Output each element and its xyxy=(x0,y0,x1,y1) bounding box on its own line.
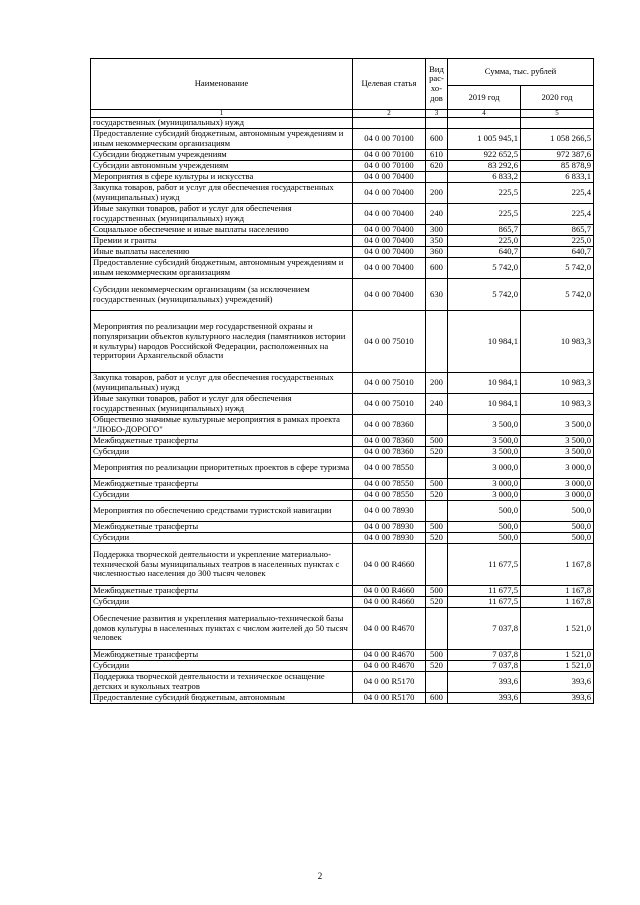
row-sum-2020: 972 387,6 xyxy=(521,150,594,161)
row-name: Межбюджетные трансферты xyxy=(91,479,353,490)
row-sum-2019: 3 000,0 xyxy=(448,479,521,490)
table-row xyxy=(91,608,594,650)
row-sum-2020: 10 983,3 xyxy=(521,311,594,373)
header-name: Наименование xyxy=(91,59,353,110)
row-sum-2019: 11 677,5 xyxy=(448,597,521,608)
row-sum-2020: 85 878,9 xyxy=(521,161,594,172)
row-sum-2019: 7 037,8 xyxy=(448,650,521,661)
table-row xyxy=(91,693,594,704)
row-target-article: 04 0 00 70400 xyxy=(353,183,426,204)
table-row xyxy=(91,436,594,447)
row-sum-2020: 3 500,0 xyxy=(521,415,594,436)
row-sum-2019 xyxy=(448,118,521,129)
row-name: Субсидии бюджетным учреждениям xyxy=(91,150,353,161)
table-row xyxy=(91,161,594,172)
row-name: Субсидии xyxy=(91,533,353,544)
row-name: Субсидии xyxy=(91,490,353,501)
row-sum-2020: 1 058 266,5 xyxy=(521,129,594,150)
row-sum-2019: 6 833,2 xyxy=(448,172,521,183)
row-sum-2020: 1 167,8 xyxy=(521,586,594,597)
row-sum-2019: 10 984,1 xyxy=(448,373,521,394)
row-expense-type: 600 xyxy=(426,129,448,150)
row-target-article: 04 0 00 78930 xyxy=(353,533,426,544)
row-sum-2019: 225,0 xyxy=(448,236,521,247)
row-expense-type: 610 xyxy=(426,150,448,161)
row-name: Мероприятия в сфере культуры и искусства xyxy=(91,172,353,183)
table-row xyxy=(91,501,594,522)
row-sum-2020: 500,0 xyxy=(521,533,594,544)
row-target-article: 04 0 00 78360 xyxy=(353,447,426,458)
table-row xyxy=(91,597,594,608)
row-target-article: 04 0 00 70100 xyxy=(353,129,426,150)
row-expense-type: 500 xyxy=(426,586,448,597)
row-expense-type: 360 xyxy=(426,247,448,258)
row-name: Поддержка творческой деятельности и техническое оснащение детских и кукольных театров xyxy=(91,672,353,693)
row-sum-2019: 5 742,0 xyxy=(448,279,521,311)
row-sum-2020: 3 000,0 xyxy=(521,479,594,490)
row-target-article: 04 0 00 78550 xyxy=(353,490,426,501)
row-expense-type: 520 xyxy=(426,447,448,458)
table-row xyxy=(91,279,594,311)
row-name: Обеспечение развития и укрепления материально-технической базы домов культуры в населенных пунктах с числом жителей до 50 тысяч человек xyxy=(91,608,353,650)
row-target-article: 04 0 00 70100 xyxy=(353,150,426,161)
row-expense-type: 200 xyxy=(426,373,448,394)
row-name: Субсидии xyxy=(91,447,353,458)
row-expense-type: 500 xyxy=(426,479,448,490)
row-target-article: 04 0 00 R4660 xyxy=(353,544,426,586)
row-expense-type: 520 xyxy=(426,661,448,672)
column-number: 4 xyxy=(448,110,521,118)
page-number: 2 xyxy=(317,871,323,881)
header-target-article: Целевая статья xyxy=(353,59,426,110)
row-name: Субсидии автономным учреждениям xyxy=(91,161,353,172)
header-sum: Сумма, тыс. рублей xyxy=(448,59,594,86)
row-sum-2020: 10 983,3 xyxy=(521,394,594,415)
row-expense-type xyxy=(426,672,448,693)
row-name: Иные выплаты населению xyxy=(91,247,353,258)
row-sum-2020: 225,0 xyxy=(521,236,594,247)
table-body xyxy=(91,118,594,704)
row-expense-type xyxy=(426,608,448,650)
row-expense-type: 520 xyxy=(426,597,448,608)
row-target-article: 04 0 00 70400 xyxy=(353,225,426,236)
row-name: Поддержка творческой деятельности и укрепление материально-технической базы муниципальных театров в населенных пунктах с численностью населения до 300 тысяч человек xyxy=(91,544,353,586)
row-sum-2019: 500,0 xyxy=(448,533,521,544)
row-target-article: 04 0 00 78930 xyxy=(353,522,426,533)
row-expense-type: 500 xyxy=(426,650,448,661)
table-row xyxy=(91,522,594,533)
table-row xyxy=(91,447,594,458)
row-sum-2020: 393,6 xyxy=(521,672,594,693)
column-numbers-row xyxy=(91,110,594,118)
row-sum-2019: 1 005 945,1 xyxy=(448,129,521,150)
row-name: Иные закупки товаров, работ и услуг для обеспечения государственных (муниципальных) нужд xyxy=(91,394,353,415)
row-sum-2020: 5 742,0 xyxy=(521,258,594,279)
row-expense-type xyxy=(426,172,448,183)
row-sum-2019: 922 652,5 xyxy=(448,150,521,161)
row-sum-2019: 7 037,8 xyxy=(448,661,521,672)
table-row xyxy=(91,236,594,247)
table-row xyxy=(91,490,594,501)
row-target-article: 04 0 00 75010 xyxy=(353,373,426,394)
row-expense-type: 520 xyxy=(426,490,448,501)
row-sum-2020: 1 521,0 xyxy=(521,661,594,672)
row-sum-2019: 10 984,1 xyxy=(448,394,521,415)
row-name: Закупка товаров, работ и услуг для обеспечения государственных (муниципальных) нужд xyxy=(91,373,353,394)
table-row xyxy=(91,373,594,394)
row-sum-2020: 3 500,0 xyxy=(521,436,594,447)
row-sum-2020: 3 000,0 xyxy=(521,458,594,479)
row-sum-2020: 500,0 xyxy=(521,501,594,522)
row-sum-2020: 1 167,8 xyxy=(521,544,594,586)
row-target-article: 04 0 00 78550 xyxy=(353,458,426,479)
row-sum-2020: 500,0 xyxy=(521,522,594,533)
row-sum-2019: 3 000,0 xyxy=(448,490,521,501)
row-expense-type: 620 xyxy=(426,161,448,172)
row-target-article: 04 0 00 70400 xyxy=(353,172,426,183)
row-sum-2020: 865,7 xyxy=(521,225,594,236)
row-sum-2019: 11 677,5 xyxy=(448,544,521,586)
row-target-article: 04 0 00 70400 xyxy=(353,204,426,225)
table-row xyxy=(91,225,594,236)
row-target-article: 04 0 00 70400 xyxy=(353,247,426,258)
table-row xyxy=(91,394,594,415)
row-name: Премии и гранты xyxy=(91,236,353,247)
table-row xyxy=(91,118,594,129)
row-target-article: 04 0 00 R4670 xyxy=(353,650,426,661)
row-target-article: 04 0 00 R4670 xyxy=(353,608,426,650)
row-target-article: 04 0 00 R5170 xyxy=(353,672,426,693)
column-number: 2 xyxy=(353,110,426,118)
table-row xyxy=(91,533,594,544)
row-sum-2019: 225,5 xyxy=(448,183,521,204)
row-sum-2019: 83 292,6 xyxy=(448,161,521,172)
row-expense-type: 500 xyxy=(426,522,448,533)
row-expense-type: 300 xyxy=(426,225,448,236)
row-target-article: 04 0 00 78550 xyxy=(353,479,426,490)
row-name: Общественно значимые культурные мероприятия в рамках проекта "ЛЮБО-ДОРОГО" xyxy=(91,415,353,436)
row-target-article: 04 0 00 70400 xyxy=(353,258,426,279)
row-name: Субсидии xyxy=(91,597,353,608)
row-sum-2019: 10 984,1 xyxy=(448,311,521,373)
row-target-article: 04 0 00 78930 xyxy=(353,501,426,522)
row-target-article: 04 0 00 75010 xyxy=(353,394,426,415)
row-expense-type xyxy=(426,311,448,373)
row-target-article: 04 0 00 R4660 xyxy=(353,586,426,597)
table-row xyxy=(91,458,594,479)
row-sum-2019: 225,5 xyxy=(448,204,521,225)
table-row xyxy=(91,183,594,204)
row-target-article xyxy=(353,118,426,129)
table-row xyxy=(91,172,594,183)
row-name: Субсидии xyxy=(91,661,353,672)
row-sum-2020: 393,6 xyxy=(521,693,594,704)
row-target-article: 04 0 00 75010 xyxy=(353,311,426,373)
header-year-2019: 2019 год xyxy=(448,86,521,110)
row-sum-2019: 7 037,8 xyxy=(448,608,521,650)
row-expense-type xyxy=(426,501,448,522)
row-expense-type: 600 xyxy=(426,693,448,704)
row-sum-2019: 393,6 xyxy=(448,693,521,704)
row-sum-2019: 3 500,0 xyxy=(448,415,521,436)
row-sum-2019: 865,7 xyxy=(448,225,521,236)
table-row xyxy=(91,661,594,672)
column-number: 3 xyxy=(426,110,448,118)
row-sum-2020: 3 000,0 xyxy=(521,490,594,501)
row-sum-2019: 5 742,0 xyxy=(448,258,521,279)
table-row xyxy=(91,204,594,225)
row-name: Социальное обеспечение и иные выплаты населению xyxy=(91,225,353,236)
row-sum-2019: 500,0 xyxy=(448,522,521,533)
budget-table xyxy=(90,58,594,704)
row-target-article: 04 0 00 R4660 xyxy=(353,597,426,608)
table-row xyxy=(91,586,594,597)
row-expense-type: 520 xyxy=(426,533,448,544)
row-expense-type xyxy=(426,118,448,129)
row-sum-2020: 640,7 xyxy=(521,247,594,258)
row-name: Субсидии некоммерческим организациям (за исключением государственных (муниципальных) учреждений) xyxy=(91,279,353,311)
table-header xyxy=(91,59,594,118)
header-expense-type: Вид рас- хо- дов xyxy=(426,59,448,110)
row-sum-2020: 1 521,0 xyxy=(521,608,594,650)
row-target-article: 04 0 00 78360 xyxy=(353,415,426,436)
row-sum-2020: 3 500,0 xyxy=(521,447,594,458)
row-name: Межбюджетные трансферты xyxy=(91,650,353,661)
row-sum-2020: 6 833,1 xyxy=(521,172,594,183)
row-name: Предоставление субсидий бюджетным, автономным учреждениям и иным некоммерческим организациям xyxy=(91,258,353,279)
row-expense-type xyxy=(426,415,448,436)
row-expense-type xyxy=(426,544,448,586)
row-expense-type xyxy=(426,458,448,479)
row-sum-2019: 393,6 xyxy=(448,672,521,693)
row-sum-2020: 225,4 xyxy=(521,183,594,204)
row-expense-type: 500 xyxy=(426,436,448,447)
row-target-article: 04 0 00 70100 xyxy=(353,161,426,172)
row-sum-2020 xyxy=(521,118,594,129)
row-sum-2019: 500,0 xyxy=(448,501,521,522)
row-name: Мероприятия по обеспечению средствами туристской навигации xyxy=(91,501,353,522)
row-name: Предоставление субсидий бюджетным, автономным учреждениям и иным некоммерческим организациям xyxy=(91,129,353,150)
row-sum-2020: 225,4 xyxy=(521,204,594,225)
row-sum-2020: 1 521,0 xyxy=(521,650,594,661)
row-expense-type: 600 xyxy=(426,258,448,279)
row-sum-2019: 3 500,0 xyxy=(448,436,521,447)
row-sum-2019: 3 000,0 xyxy=(448,458,521,479)
table-row xyxy=(91,247,594,258)
table-row xyxy=(91,544,594,586)
row-name: Межбюджетные трансферты xyxy=(91,586,353,597)
row-name: государственных (муниципальных) нужд xyxy=(91,118,353,129)
row-sum-2020: 1 167,8 xyxy=(521,597,594,608)
row-expense-type: 240 xyxy=(426,204,448,225)
row-expense-type: 350 xyxy=(426,236,448,247)
row-sum-2019: 640,7 xyxy=(448,247,521,258)
table-row xyxy=(91,479,594,490)
header-year-2020: 2020 год xyxy=(521,86,594,110)
row-sum-2020: 5 742,0 xyxy=(521,279,594,311)
row-expense-type: 200 xyxy=(426,183,448,204)
row-name: Закупка товаров, работ и услуг для обеспечения государственных (муниципальных) нужд xyxy=(91,183,353,204)
table-row xyxy=(91,650,594,661)
row-target-article: 04 0 00 70400 xyxy=(353,279,426,311)
row-name: Мероприятия по реализации мер государственной охраны и популяризации объектов культурного наследия (памятников истории и культуры) народов Российской Федерации, расположенных на территории Архангельской области xyxy=(91,311,353,373)
table-row xyxy=(91,150,594,161)
row-target-article: 04 0 00 70400 xyxy=(353,236,426,247)
table-row xyxy=(91,415,594,436)
row-name: Предоставление субсидий бюджетным, автономным xyxy=(91,693,353,704)
row-name: Иные закупки товаров, работ и услуг для обеспечения государственных (муниципальных) нужд xyxy=(91,204,353,225)
row-name: Мероприятия по реализации приоритетных проектов в сфере туризма xyxy=(91,458,353,479)
row-name: Межбюджетные трансферты xyxy=(91,522,353,533)
table-row xyxy=(91,258,594,279)
row-expense-type: 240 xyxy=(426,394,448,415)
row-target-article: 04 0 00 R4670 xyxy=(353,661,426,672)
column-number: 5 xyxy=(521,110,594,118)
row-expense-type: 630 xyxy=(426,279,448,311)
row-name: Межбюджетные трансферты xyxy=(91,436,353,447)
row-sum-2019: 3 500,0 xyxy=(448,447,521,458)
row-target-article: 04 0 00 78360 xyxy=(353,436,426,447)
table-row xyxy=(91,129,594,150)
row-target-article: 04 0 00 R5170 xyxy=(353,693,426,704)
row-sum-2020: 10 983,3 xyxy=(521,373,594,394)
table-row xyxy=(91,311,594,373)
row-sum-2019: 11 677,5 xyxy=(448,586,521,597)
column-number: 1 xyxy=(91,110,353,118)
table-row xyxy=(91,672,594,693)
